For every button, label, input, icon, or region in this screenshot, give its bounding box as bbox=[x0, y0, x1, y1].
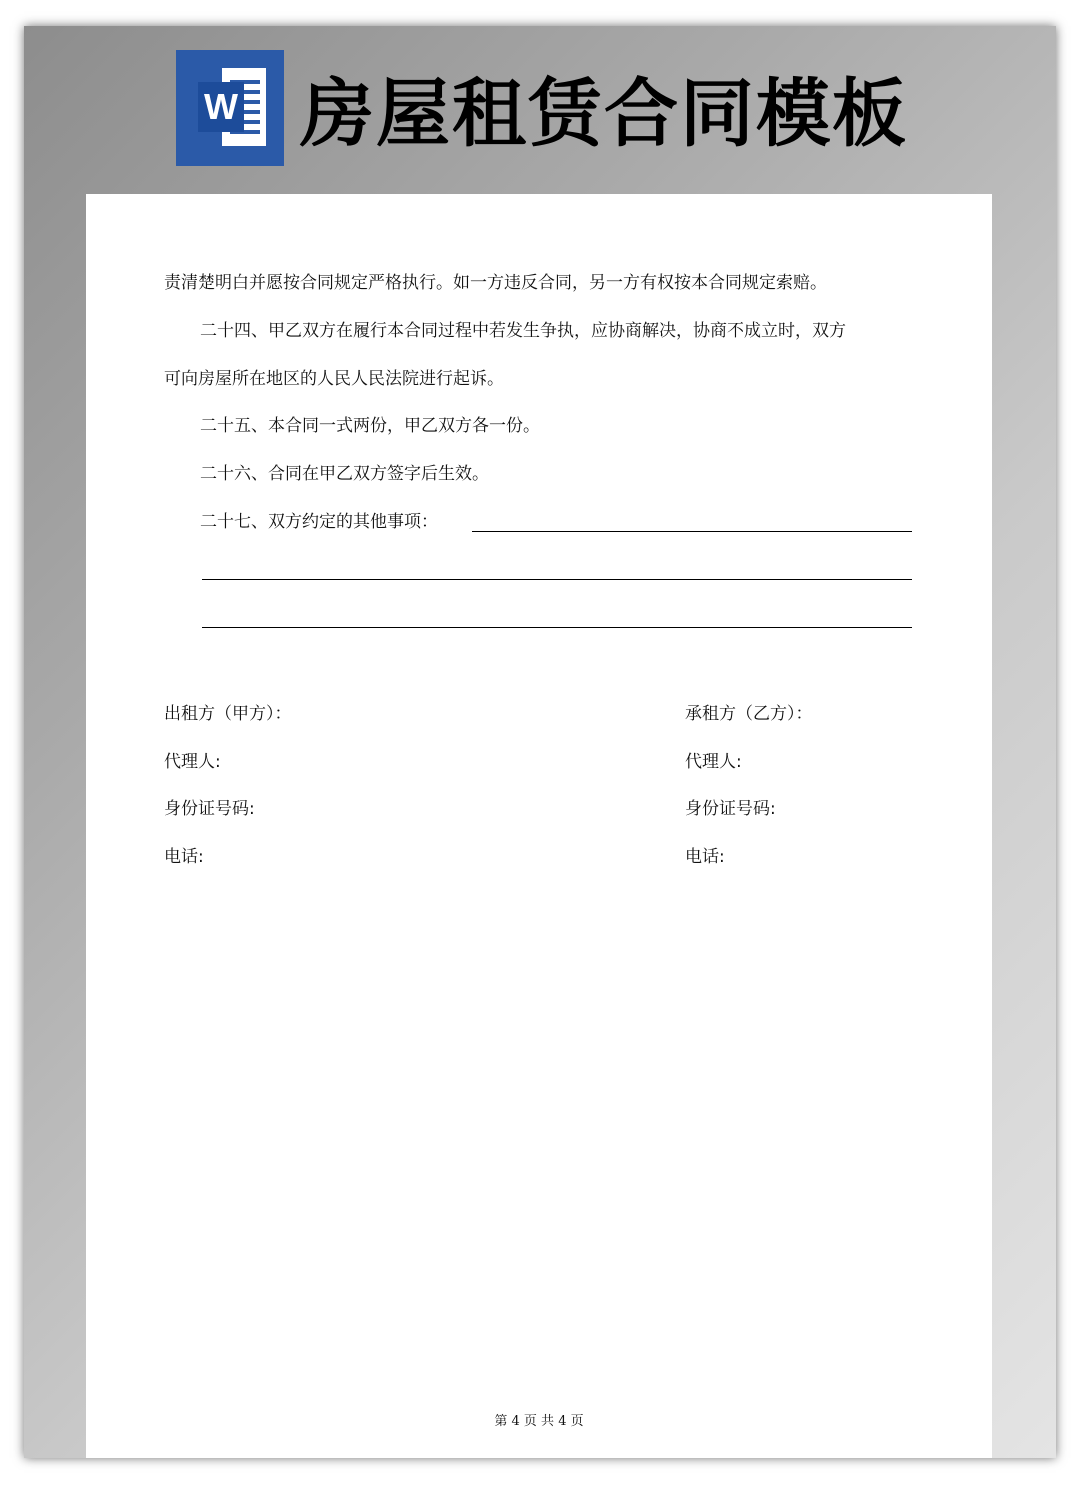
clause-24: 二十四、甲乙双方在履行本合同过程中若发生争执，应协商解决，协商不成立时，双方 bbox=[200, 321, 846, 341]
party-b-title: 承租方（乙方）： bbox=[685, 704, 813, 724]
page-title: 房屋租赁合同模板 bbox=[300, 71, 908, 157]
blank-line-3 bbox=[202, 627, 912, 628]
clause-25: 二十五、本合同一式两份，甲乙双方各一份。 bbox=[200, 416, 540, 436]
template-header bbox=[176, 50, 908, 166]
clause-24-continued: 可向房屋所在地区的人民人民法院进行起诉。 bbox=[164, 369, 504, 389]
party-b-agent: 代理人: bbox=[685, 752, 742, 772]
clause-26: 二十六、合同在甲乙双方签字后生效。 bbox=[200, 464, 489, 484]
blank-line-2 bbox=[202, 579, 912, 580]
party-b-id-number: 身份证号码: bbox=[685, 799, 776, 819]
party-b-phone: 电话: bbox=[685, 847, 725, 867]
blank-line-1 bbox=[472, 531, 912, 532]
word-logo-letter: W bbox=[198, 82, 244, 132]
party-a-phone: 电话: bbox=[164, 847, 204, 867]
document-page bbox=[86, 194, 992, 1458]
page-number-footer: 第 4 页 共 4 页 bbox=[494, 1414, 584, 1429]
contract-text-line: 责清楚明白并愿按合同规定严格执行。如一方违反合同，另一方有权按本合同规定索赔。 bbox=[164, 273, 827, 293]
clause-27: 二十七、双方约定的其他事项： bbox=[200, 512, 438, 532]
party-a-agent: 代理人: bbox=[164, 752, 221, 772]
party-a-title: 出租方（甲方）： bbox=[164, 704, 292, 724]
party-a-id-number: 身份证号码: bbox=[164, 799, 255, 819]
word-logo-icon bbox=[176, 50, 284, 166]
